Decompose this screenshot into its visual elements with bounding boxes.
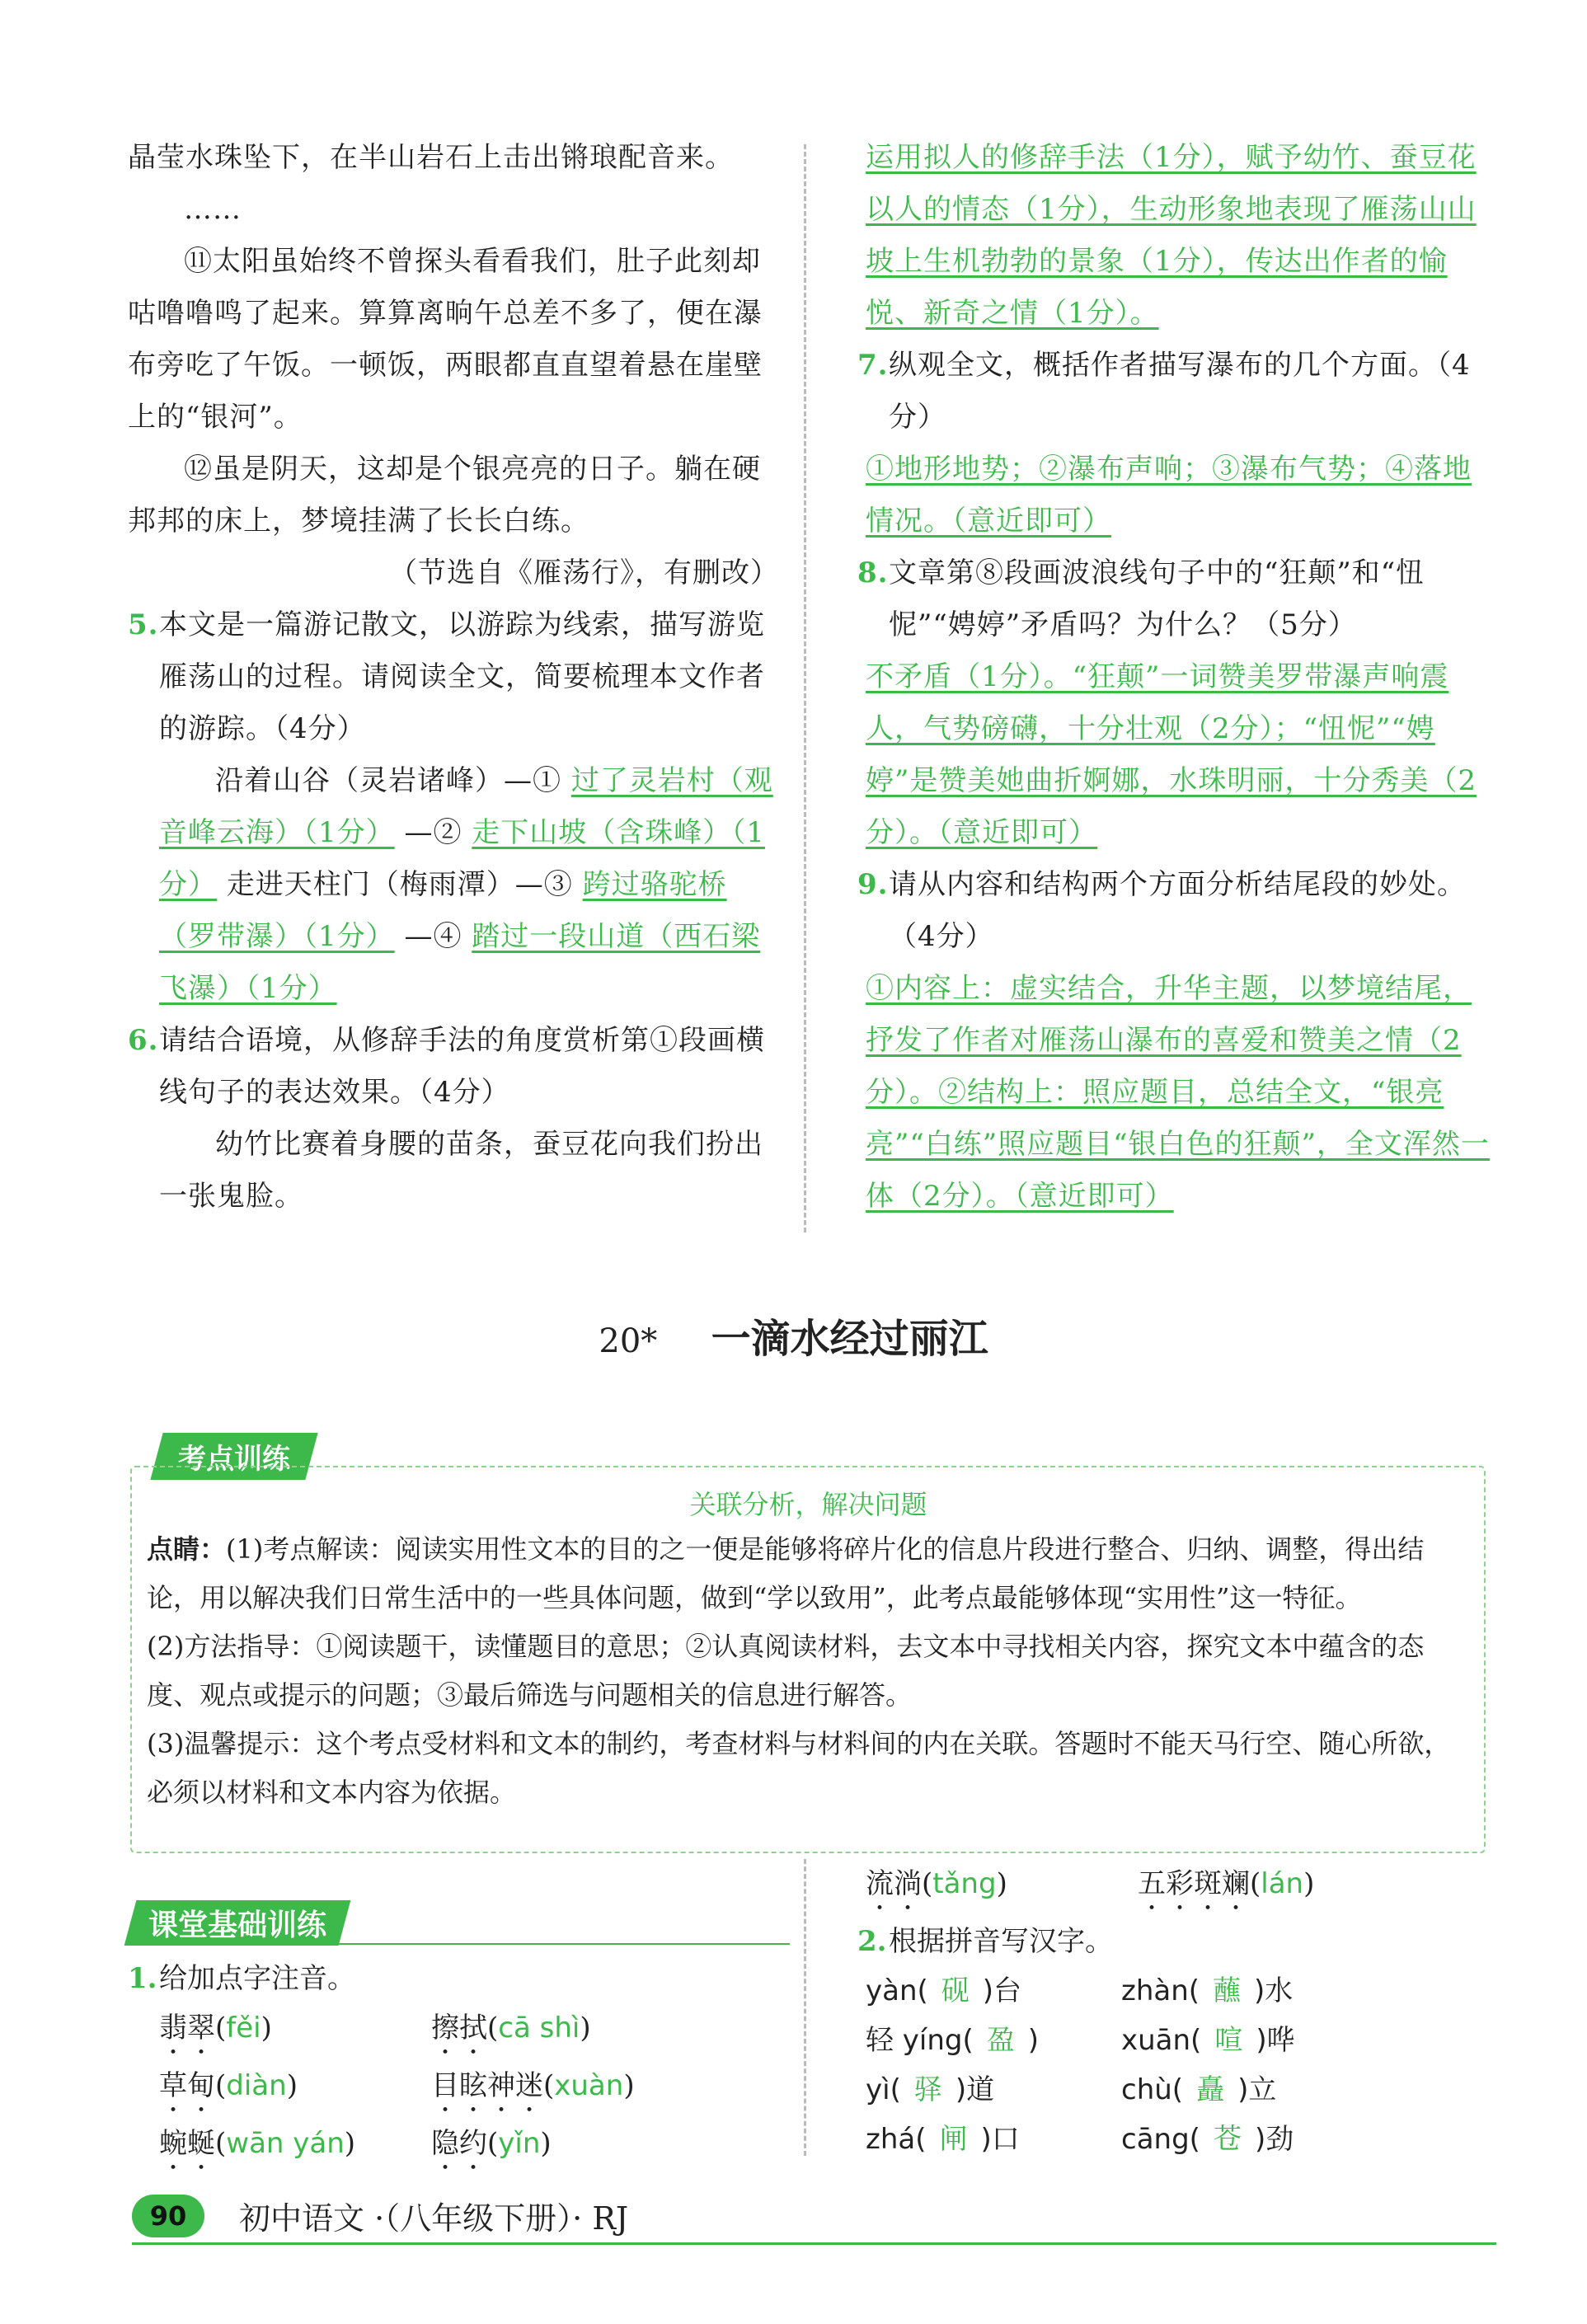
question-7-text: 纵观全文，概括作者描写瀑布的几个方面。（4分） — [889, 349, 1471, 434]
question-9-answer: ①内容上：虚实结合，升华主题，以梦境结尾，抒发了作者对雁荡山瀑布的喜爱和赞美之情（2分）。②结构上：照应题目，总结全文，“银亮亮”“白练”照应题目“银白色的狂颠”，全文浑然一体（2分）。（意近即可） — [866, 972, 1490, 1213]
question-9-number: 9. — [857, 868, 889, 901]
hanzi-item-8: cāng( 苍 )劲 — [1121, 2123, 1294, 2156]
pinyin-item-5: 蜿蜒(wān yán) — [159, 2127, 356, 2160]
paragraph-11: ⑪太阳虽始终不曾探头看看我们，肚子此刻却咕噜噜鸣了起来。算算离晌午总差不多了，便在瀑布旁吃了午饭。一顿饭，两眼都直直望着悬在崖壁上的“银河”。 — [128, 245, 763, 434]
question-6-number: 6. — [128, 1024, 159, 1057]
question-8 — [857, 547, 1492, 651]
hanzi-item-4: xuān( 喧 )哗 — [1121, 2024, 1295, 2057]
pinyin-item-2: 擦拭(cā shì) — [431, 2012, 591, 2045]
hanzi-item-3: 轻 yíng( 盈 ) — [866, 2024, 1040, 2057]
hanzi-item-7: zhá( 闸 )口 — [866, 2123, 1020, 2156]
basic-tag-label: 课堂基础训练 — [148, 1908, 327, 1942]
pinyin-item-4: 目眩神迷(xuàn) — [431, 2069, 635, 2102]
kaodian-label: 点睛： — [147, 1533, 227, 1565]
pinyin-item-7: 流淌(tǎng) — [866, 1867, 1007, 1900]
question-8-number: 8. — [857, 556, 889, 589]
ellipsis: …… — [184, 193, 242, 226]
kaodian-tag-label: 考点训练 — [178, 1443, 290, 1476]
q5-answer-4: 踏过一段山道（西石梁飞瀑）（1分） — [159, 920, 761, 1005]
kaodian-heading: 关联分析，解决问题 — [689, 1489, 927, 1520]
hanzi-item-1: yàn( 砚 )台 — [866, 1974, 1022, 2007]
basic-q1-text: 给加点字注音。 — [159, 1962, 355, 1995]
question-7-answer: ①地形地势；②瀑布声响；③瀑布气势；④落地情况。（意近即可） — [866, 453, 1472, 538]
q5-answer-2: 走下山坡（含珠峰）（1分） — [159, 816, 765, 901]
question-9 — [857, 859, 1492, 963]
kaodian-text-1: (1)考点解读：阅读实用性文本的目的之一便是能够将碎片化的信息片段进行整合、归纳、调整，得出结论，用以解决我们日常生活中的一些具体问题，做到“学以致用”，此考点最能够体现“实用性”这一特征。 — [147, 1533, 1425, 1613]
question-9-text: 请从内容和结构两个方面分析结尾段的妙处。（4分） — [889, 868, 1466, 953]
right-column — [857, 132, 1492, 1223]
q5-answer-1: 过了灵岩村（观音峰云海）（1分） — [159, 764, 773, 849]
lesson-number: 20* — [599, 1322, 658, 1360]
basic-q2-number: 2. — [857, 1925, 887, 1958]
question-5-text: 本文是一篇游记散文，以游踪为线索，描写游览雁荡山的过程。请阅读全文，简要梳理本文作者的游踪。（4分） — [159, 608, 765, 745]
question-5-number: 5. — [128, 608, 159, 641]
question-8-answer: 不矛盾（1分）。“狂颠”一词赞美罗带瀑声响震人，气势磅礴，十分壮观（2分）；“忸怩”“娉婷”是赞美她曲折婀娜，水珠明丽，十分秀美（2分）。（意近即可） — [866, 660, 1477, 849]
q5-mark-4: —④ — [404, 920, 462, 953]
hanzi-item-2: zhàn( 蘸 )水 — [1121, 1974, 1294, 2007]
lesson-title — [0, 1307, 1587, 1364]
kaodian-box — [130, 1466, 1486, 1853]
pinyin-item-8: 五彩斑斓(lán) — [1138, 1867, 1315, 1900]
question-8-text: 文章第⑧段画波浪线句子中的“狂颠”和“忸怩”“娉婷”矛盾吗？为什么？（5分） — [889, 556, 1425, 641]
kaodian-line-2: (2)方法指导：①阅读题干，读懂题目的意思；②认真阅读材料，去文本中寻找相关内容，探究文本中蕴含的态度、观点或提示的问题；③最后筛选与问题相关的信息进行解答。 — [147, 1631, 1425, 1711]
footer-text: 初中语文 ·（八年级下册）· RJ — [239, 2200, 629, 2237]
question-6-answer: 运用拟人的修辞手法（1分），赋予幼竹、蚕豆花以人的情态（1分），生动形象地表现了雁荡山山坡上生机勃勃的景象（1分），传达出作者的愉悦、新奇之情（1分）。 — [866, 141, 1477, 330]
basic-q1-number: 1. — [128, 1962, 157, 1995]
question-5 — [128, 599, 779, 755]
hanzi-item-5: yì( 驿 )道 — [866, 2073, 995, 2106]
q5-mark-3: 走进天柱门（梅雨潭）—③ — [226, 868, 573, 901]
page-number: 90 — [132, 2195, 204, 2237]
column-divider-lower — [804, 1859, 806, 2156]
q5-mark-2: —② — [404, 816, 462, 849]
paragraph-12: ⑫虽是阴天，这却是个银亮亮的日子。躺在硬邦邦的床上，梦境挂满了长长白练。 — [128, 453, 761, 538]
basic-question-1 — [128, 1954, 779, 2176]
pinyin-item-1: 翡翠(fěi) — [159, 2012, 272, 2045]
q5-start: 沿着山谷（灵岩诸峰）—① — [215, 764, 561, 797]
basic-q2-text: 根据拼音写汉字。 — [889, 1925, 1113, 1958]
pinyin-item-6: 隐约(yǐn) — [431, 2127, 552, 2160]
lesson-name: 一滴水经过丽江 — [711, 1316, 988, 1362]
left-column — [128, 132, 779, 1223]
question-6 — [128, 1015, 779, 1119]
basic-tag — [130, 1900, 790, 1946]
q5-answer-3: 跨过骆驼桥（罗带瀑）（1分） — [159, 868, 727, 953]
paragraph-end: 晶莹水珠坠下，在半山岩石上击出锵琅配音来。 — [128, 141, 734, 174]
basic-right-column — [857, 1859, 1492, 2164]
question-7-number: 7. — [857, 349, 889, 382]
hanzi-item-6: chù( 矗 )立 — [1121, 2073, 1277, 2106]
pinyin-item-3: 草甸(diàn) — [159, 2069, 298, 2102]
question-6-text: 请结合语境，从修辞手法的角度赏析第①段画横线句子的表达效果。（4分） — [159, 1024, 765, 1109]
kaodian-line-1 — [147, 1525, 1470, 1622]
question-7 — [857, 340, 1492, 444]
question-5-answer — [128, 755, 779, 1015]
question-6-quote: 幼竹比赛着身腰的苗条，蚕豆花向我们扮出一张鬼脸。 — [159, 1128, 763, 1213]
kaodian-line-3: (3)温馨提示：这个考点受材料和文本的制约，考查材料与材料间的内在关联。答题时不能天马行空、随心所欲，必须以材料和文本内容为依据。 — [147, 1728, 1451, 1808]
column-divider — [804, 144, 806, 1232]
footer-line — [132, 2242, 1496, 2245]
source-note: （节选自《雁荡行》，有删改） — [389, 556, 779, 589]
